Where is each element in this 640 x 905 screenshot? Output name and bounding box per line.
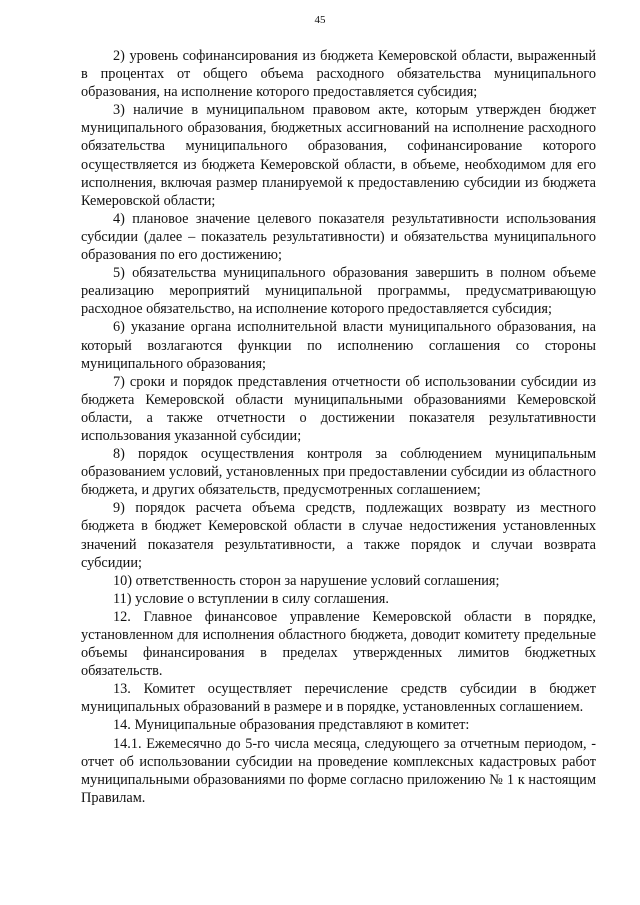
page-number: 45 <box>314 14 326 26</box>
paragraph-item-4: 4) плановое значение целевого показателя результативности использования субсидии (далее – показатель результативности) и обязательства муниципального образования по его достижению; <box>81 210 596 264</box>
paragraph-item-6: 6) указание органа исполнительной власти муниципального образования, на который возлагаются функции по исполнению соглашения со стороны муниципального образования; <box>81 319 596 372</box>
document-body <box>81 47 596 807</box>
paragraph-section-12: 12. Главное финансовое управление Кемеровской области в порядке, установленном для исполнения областного бюджета, доводит комитету предельные объемы финансирования в пределах утвержденных лимитов бюджетных обязательств. <box>81 608 596 680</box>
paragraph-section-13: 13. Комитет осуществляет перечисление средств субсидии в бюджет муниципальных образований в размере и в порядке, установленных соглашением. <box>81 681 596 716</box>
paragraph-item-2: 2) уровень софинансирования из бюджета Кемеровской области, выраженный в процентах от общего объема расходного обязательства муниципального образования, на исполнение которого предоставляется субсидия; <box>81 48 596 101</box>
paragraph-section-14: 14. Муниципальные образования представляют в комитет: <box>113 717 470 734</box>
paragraph-item-7: 7) сроки и порядок представления отчетности об использовании субсидии из бюджета Кемеровской области муниципальными образованиями Кемеровской области, а также отчетности о достижении показателя результативности использования указанной субсидии; <box>81 373 596 444</box>
paragraph-item-10: 10) ответственность сторон за нарушение условий соглашения; <box>113 572 500 589</box>
paragraph-item-8: 8) порядок осуществления контроля за соблюдением муниципальным образованием условий, установленных при предоставлении субсидии из областного бюджета, и других обязательств, предусмотренных соглашением; <box>81 446 596 499</box>
paragraph-item-9: 9) порядок расчета объема средств, подлежащих возврату из местного бюджета в бюджет Кемеровской области в случае недостижения установленных значений показателя результативности, а также порядок и случаи возврата субсидии; <box>81 500 596 571</box>
paragraph-item-5: 5) обязательства муниципального образования завершить в полном объеме реализацию мероприятий муниципальной программы, предусматривающую расходное обязательство, на исполнение которого предоставляется субсидия; <box>81 265 596 318</box>
paragraph-item-11: 11) условие о вступлении в силу соглашения. <box>113 590 389 607</box>
paragraph-item-3: 3) наличие в муниципальном правовом акте, которым утвержден бюджет муниципального образования, бюджетных ассигнований на исполнение расходного обязательства муниципального образования, софинансирование которого осуществляется из бюджета Кемеровской области, в объеме, необходимом для его исполнения, включая размер планируемой к предоставлению субсидии из бюджета Кемеровской области; <box>81 102 596 209</box>
paragraph-section-14-1: 14.1. Ежемесячно до 5-го числа месяца, следующего за отчетным периодом, - отчет об использовании субсидии на проведение комплексных кадастровых работ муниципальными образованиями по форме согласно приложению № 1 к настоящим Правилам. <box>81 735 596 806</box>
